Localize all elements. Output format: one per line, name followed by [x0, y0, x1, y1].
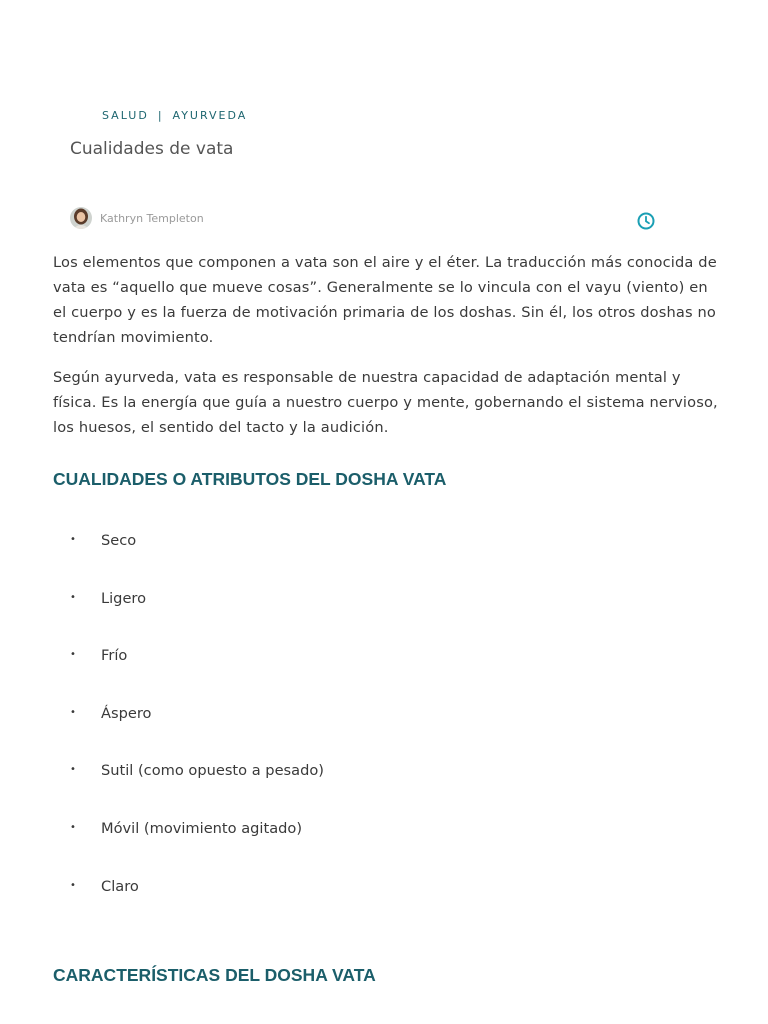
- list-item: [70, 644, 324, 702]
- section-heading-characteristics: CARACTERÍSTICAS DEL DOSHA VATA: [53, 965, 376, 985]
- page-title: Cualidades de vata: [70, 139, 234, 159]
- breadcrumb-category-link[interactable]: SALUD: [102, 109, 149, 122]
- author-name-link[interactable]: Kathryn Templeton: [100, 211, 204, 225]
- list-item-text: Móvil (movimiento agitado): [101, 819, 303, 837]
- list-item: [70, 587, 324, 645]
- bullet: •: [70, 879, 76, 891]
- article-paragraph: Los elementos que componen a vata son el aire y el éter. La traducción más conocida de vata es “aquello que mueve cosas”. Generalmente se lo vincula con el vayu (viento) en el cuerpo y es la fuerza de motivación primaria de los doshas. Sin él, los otros doshas no tendrían movimiento.: [53, 254, 717, 346]
- list-item-text: Áspero: [101, 704, 152, 722]
- bullet: •: [70, 764, 76, 776]
- list-item: [70, 702, 324, 760]
- list-item-text: Frío: [101, 647, 128, 665]
- bullet: •: [70, 534, 76, 545]
- article-body: [53, 250, 723, 455]
- bullet: •: [70, 706, 76, 718]
- author-byline: [70, 207, 204, 229]
- article-paragraph: Según ayurveda, vata es responsable de nuestra capacidad de adaptación mental y física. Es la energía que guía a nuestro cuerpo y mente, gobernando el sistema nervioso, los huesos, el sentido del tacto y la audición.: [53, 369, 718, 436]
- section-heading-qualities: CUALIDADES O ATRIBUTOS DEL DOSHA VATA: [53, 469, 447, 489]
- list-item: [70, 529, 324, 587]
- bullet: •: [70, 821, 76, 833]
- list-item: [70, 875, 324, 933]
- bullet: •: [70, 649, 76, 661]
- breadcrumb-subcategory-link[interactable]: AYURVEDA: [172, 109, 248, 122]
- list-item-text: Ligero: [101, 589, 147, 607]
- bullet: •: [70, 591, 76, 603]
- list-item: [70, 817, 324, 875]
- list-item-text: Sutil (como opuesto a pesado): [101, 762, 324, 780]
- clock-icon: [636, 211, 656, 231]
- qualities-list: [70, 529, 324, 932]
- avatar[interactable]: [70, 207, 92, 229]
- list-item-text: Claro: [101, 877, 139, 895]
- breadcrumb: [102, 109, 247, 122]
- list-item: [70, 759, 324, 817]
- list-item-text: Seco: [101, 532, 137, 549]
- breadcrumb-separator: |: [157, 109, 164, 122]
